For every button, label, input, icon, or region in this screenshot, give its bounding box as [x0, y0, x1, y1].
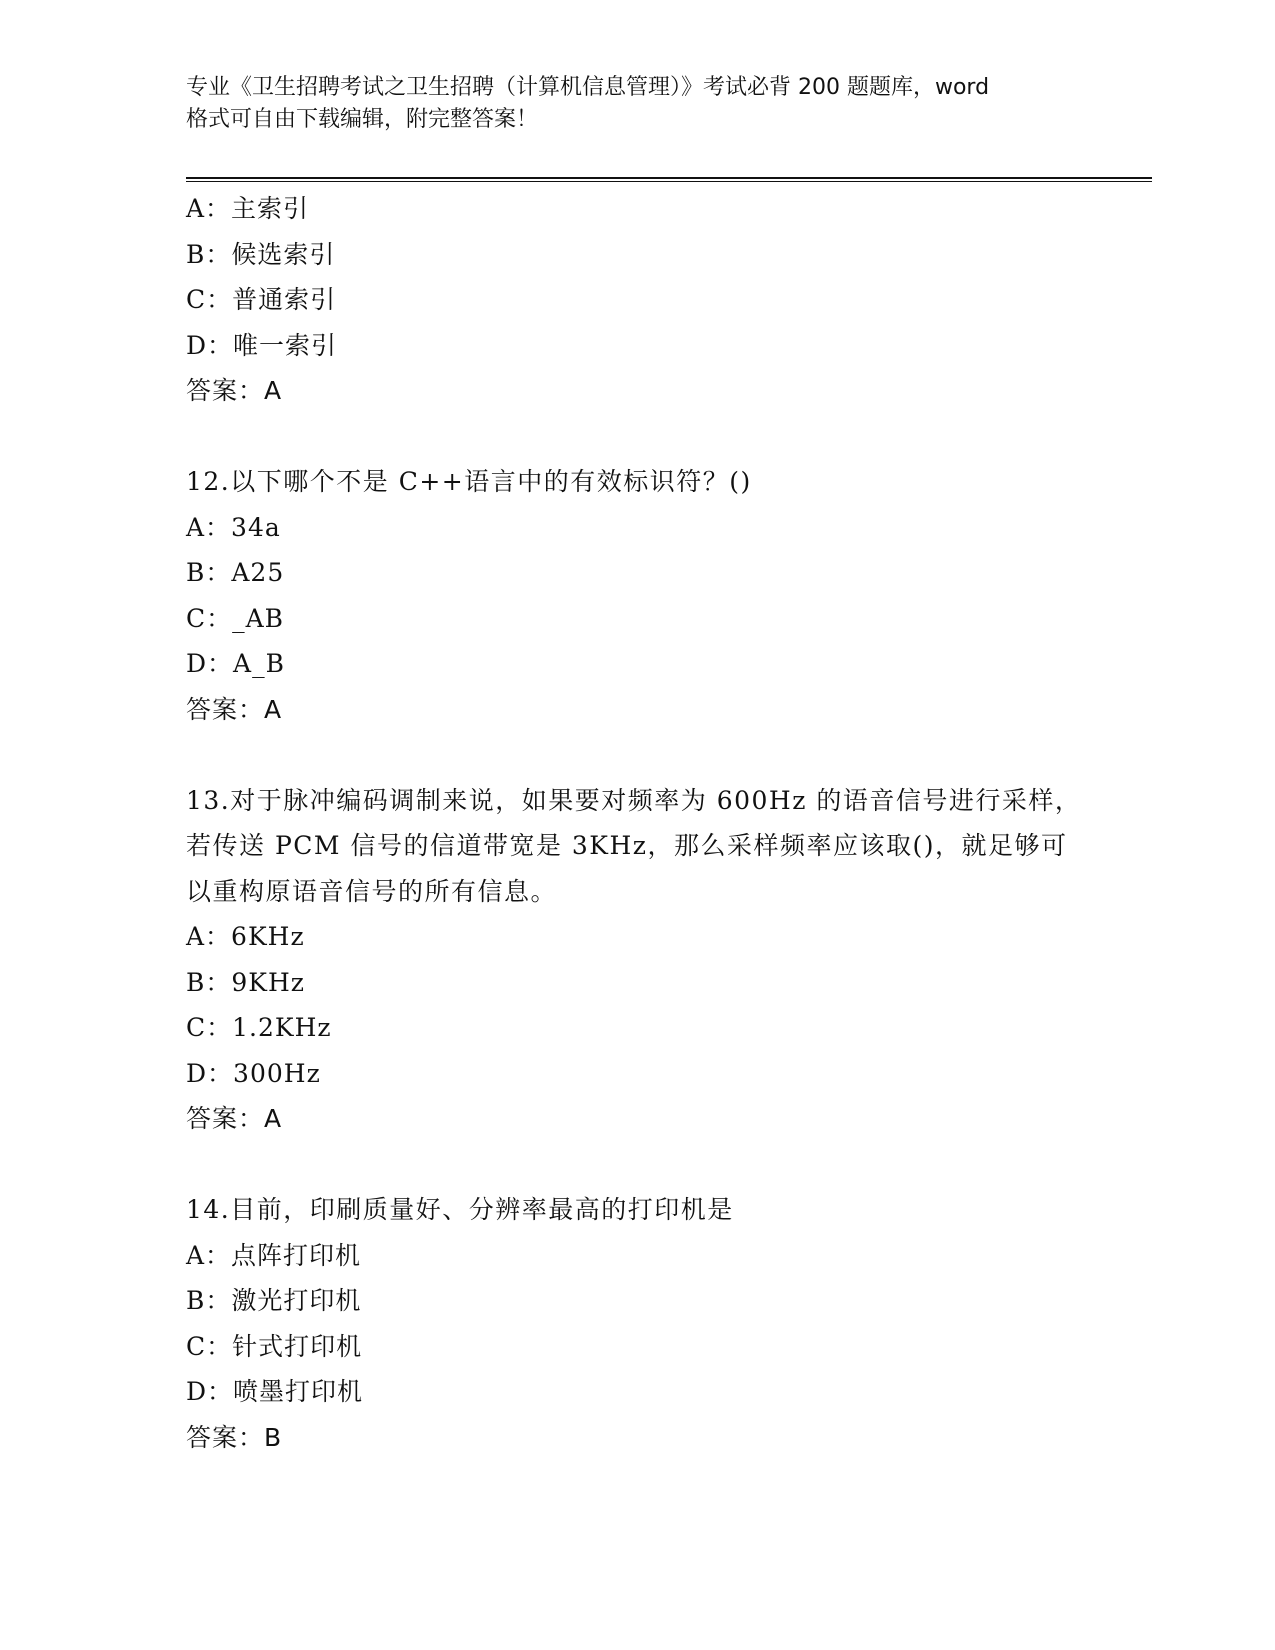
answer-line: 答案：A	[186, 1104, 283, 1133]
option-c: C：针式打印机	[186, 1331, 363, 1361]
page-header	[186, 72, 1106, 136]
answer-line: 答案：A	[186, 376, 283, 405]
spacer	[186, 414, 1086, 460]
option-d: D：A_B	[186, 649, 285, 678]
question-14	[186, 1187, 1086, 1460]
header-title-line-2: 格式可自由下载编辑，附完整答案！	[186, 107, 539, 132]
question-13	[186, 778, 1086, 1142]
option-d: D：300Hz	[186, 1058, 321, 1088]
question-text: 13.对于脉冲编码调制来说，如果要对频率为 600Hz 的语音信号进行采样，若传送 PCM 信号的信道带宽是 3KHz，那么采样频率应该取()，就足够可以重构原语音信号的所有信息。	[186, 785, 1082, 906]
question-list	[186, 186, 1086, 1460]
question-text: 14.目前，印刷质量好、分辨率最高的打印机是	[186, 1195, 734, 1224]
spacer	[186, 1142, 1086, 1188]
option-a: A：6KHz	[186, 922, 305, 951]
question-12	[186, 459, 1086, 732]
option-b: B：9KHz	[186, 967, 305, 997]
option-d: D：喷墨打印机	[186, 1377, 364, 1406]
option-b: B：激光打印机	[186, 1286, 362, 1315]
answer-line: 答案：B	[186, 1422, 283, 1452]
question-11-continued	[186, 186, 1086, 414]
option-b: B：A25	[186, 558, 285, 587]
spacer	[186, 732, 1086, 778]
option-c: C：1.2KHz	[186, 1013, 332, 1042]
header-divider-thin	[186, 181, 1152, 182]
option-c: C：普通索引	[186, 285, 337, 314]
answer-line: 答案：A	[186, 694, 283, 724]
header-divider	[186, 177, 1152, 179]
option-c: C：_AB	[186, 603, 285, 633]
option-a: A：点阵打印机	[186, 1240, 362, 1270]
header-title-line-1: 专业《卫生招聘考试之卫生招聘（计算机信息管理）》考试必背 200 题题库，word	[186, 75, 990, 100]
question-text: 12.以下哪个不是 C++语言中的有效标识符？()	[186, 467, 752, 496]
option-d: D：唯一索引	[186, 330, 338, 360]
option-a: A：主索引	[186, 194, 310, 223]
option-b: B：候选索引	[186, 239, 336, 269]
option-a: A：34a	[186, 512, 281, 542]
